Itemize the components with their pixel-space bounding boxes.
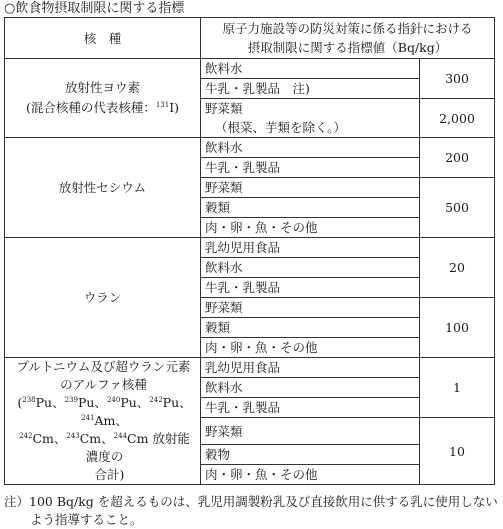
footnote-line2: よう指導すること。 xyxy=(30,512,143,527)
footnote-line1: 注）100 Bq/kg を超えるものは、乳児用調製粉乳及び直接飲用に供する乳に使用しない xyxy=(4,494,498,509)
food-item: 飲料水 xyxy=(201,138,420,158)
table-row xyxy=(5,358,495,378)
table-header-row xyxy=(5,18,495,59)
header-nuclide: 核 種 xyxy=(5,18,201,59)
table-row xyxy=(5,59,495,79)
table-row xyxy=(5,238,495,258)
header-index-value xyxy=(201,18,495,59)
food-item: 野菜類 xyxy=(201,298,420,318)
food-item: 牛乳・乳製品 xyxy=(201,278,420,298)
limit-value: 20 xyxy=(420,238,495,298)
iodine-representative: (混合核種の代表核種：$^{131}$I) xyxy=(25,100,180,115)
nuclide-cesium: 放射性セシウム xyxy=(5,138,201,238)
table-row xyxy=(5,138,495,158)
food-item: 野菜類 xyxy=(201,418,420,445)
food-item: 牛乳・乳製品 xyxy=(201,398,420,418)
limit-value: 1 xyxy=(420,358,495,418)
nuclide-iodine xyxy=(5,59,201,138)
nuclide-uranium: ウラン xyxy=(5,238,201,358)
intake-limit-table xyxy=(4,17,495,485)
limit-value: 100 xyxy=(420,298,495,358)
food-item: 肉・卵・魚・その他 xyxy=(201,218,420,238)
food-item: 肉・卵・魚・その他 xyxy=(201,338,420,358)
food-item: 野菜類 xyxy=(201,178,420,198)
food-item: 穀物 xyxy=(201,445,420,465)
limit-value: 500 xyxy=(420,178,495,238)
page-title: ○飲食物摂取制限に関する指標 xyxy=(4,1,185,16)
limit-value: 300 xyxy=(420,59,495,99)
header-value-line1: 原子力施設等の防災対策に係る指針における xyxy=(222,21,473,36)
food-item: 肉・卵・魚・その他 xyxy=(201,465,420,485)
iodine-name: 放射性ヨウ素 xyxy=(64,80,140,95)
food-item: 穀類 xyxy=(201,318,420,338)
footnote xyxy=(4,493,500,529)
food-item: 飲料水 xyxy=(201,258,420,278)
food-item: 飲料水 xyxy=(201,378,420,398)
nuclide-transuranic: プルトニウム及び超ウラン元素 のアルファ核種 ($^{238}$Pu、$^{239}$Pu、$^{240}$Pu、$^{242}$Pu、$^{241}$Am、 $^{242}$Cm、$^{243}$Cm、$^{244}$Cm 放射能濃度の 合計) xyxy=(5,358,201,485)
limit-value: 2,000 xyxy=(420,99,495,138)
food-item: 穀類 xyxy=(201,198,420,218)
header-value-line2: 摂取制限に関する指標値（Bq/kg） xyxy=(247,40,448,55)
food-item: 乳幼児用食品 xyxy=(201,358,420,378)
food-item: 牛乳・乳製品 xyxy=(201,158,420,178)
food-item: 牛乳・乳製品 注) xyxy=(201,79,420,99)
limit-value: 10 xyxy=(420,418,495,485)
limit-value: 200 xyxy=(420,138,495,178)
food-item: 乳幼児用食品 xyxy=(201,238,420,258)
food-item: 野菜類 （根菜、芋類を除く。） xyxy=(201,99,420,138)
food-item: 飲料水 xyxy=(201,59,420,79)
